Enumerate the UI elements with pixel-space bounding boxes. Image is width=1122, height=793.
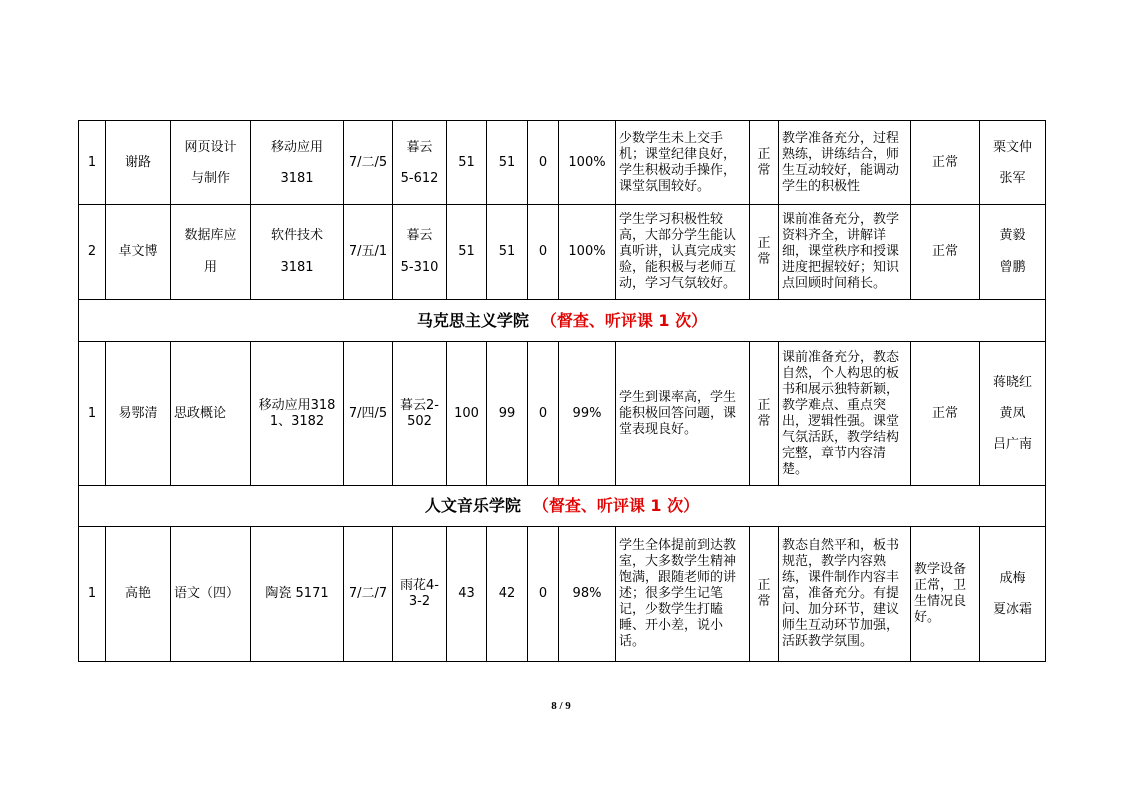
expected-count: 51 xyxy=(447,121,487,205)
table-row xyxy=(79,342,1046,486)
class-time: 7/二/5 xyxy=(344,121,393,205)
inspectors: 黄毅 曾鹏 xyxy=(980,205,1046,300)
facility-status: 正常 xyxy=(911,121,980,205)
attendance-rate: 100% xyxy=(559,205,616,300)
classroom: 暮云2-502 xyxy=(393,342,447,486)
inspection-table xyxy=(78,120,1046,662)
section-title xyxy=(79,486,1046,527)
class-time: 7/四/5 xyxy=(344,342,393,486)
teacher-name: 谢路 xyxy=(106,121,171,205)
expected-count: 100 xyxy=(447,342,487,486)
actual-count: 51 xyxy=(487,205,528,300)
actual-count: 51 xyxy=(487,121,528,205)
student-status: 学生到课率高，学生能积极回答问题，课堂表现良好。 xyxy=(616,342,750,486)
student-status: 少数学生未上交手机；课堂纪律良好，学生积极动手操作，课堂氛围较好。 xyxy=(616,121,750,205)
class-order: 正常 xyxy=(750,121,779,205)
department-name: 马克思主义学院 xyxy=(416,310,529,330)
course-name: 网页设计 与制作 xyxy=(171,121,251,205)
class-order: 正常 xyxy=(750,342,779,486)
class-name: 移动应用3181、3182 xyxy=(251,342,344,486)
absent-count: 0 xyxy=(528,527,559,662)
row-number: 2 xyxy=(79,205,106,300)
absent-count: 0 xyxy=(528,342,559,486)
inspectors: 成梅 夏冰霜 xyxy=(980,527,1046,662)
row-number: 1 xyxy=(79,527,106,662)
inspectors: 栗文仲 张军 xyxy=(980,121,1046,205)
teacher-name: 高艳 xyxy=(106,527,171,662)
section-header xyxy=(79,300,1046,342)
department-name: 人文音乐学院 xyxy=(424,496,521,515)
table-row xyxy=(79,121,1046,205)
student-status: 学生学习积极性较高，大部分学生能认真听讲，认真完成实验，能积极与老师互动，学习气氛较好。 xyxy=(616,205,750,300)
expected-count: 43 xyxy=(447,527,487,662)
teaching-status: 教学准备充分，过程熟练，讲练结合，师生互动较好，能调动学生的积极性 xyxy=(779,121,911,205)
expected-count: 51 xyxy=(447,205,487,300)
course-name: 语文（四） xyxy=(171,527,251,662)
teacher-name: 易鄂清 xyxy=(106,342,171,486)
attendance-rate: 99% xyxy=(559,342,616,486)
absent-count: 0 xyxy=(528,121,559,205)
attendance-rate: 98% xyxy=(559,527,616,662)
class-time: 7/五/1 xyxy=(344,205,393,300)
section-title xyxy=(79,300,1046,342)
class-name: 软件技术 3181 xyxy=(251,205,344,300)
class-order: 正常 xyxy=(750,527,779,662)
teacher-name: 卓文博 xyxy=(106,205,171,300)
section-note: （督查、听评课 1 次） xyxy=(540,310,708,330)
table-row xyxy=(79,205,1046,300)
actual-count: 42 xyxy=(487,527,528,662)
facility-status: 正常 xyxy=(911,205,980,300)
class-order: 正常 xyxy=(750,205,779,300)
row-number: 1 xyxy=(79,342,106,486)
inspectors: 蒋晓红 黄凤 吕广南 xyxy=(980,342,1046,486)
attendance-rate: 100% xyxy=(559,121,616,205)
classroom: 暮云 5-310 xyxy=(393,205,447,300)
classroom: 暮云 5-612 xyxy=(393,121,447,205)
table-row xyxy=(79,527,1046,662)
class-name: 移动应用 3181 xyxy=(251,121,344,205)
classroom: 雨花4-3-2 xyxy=(393,527,447,662)
section-header xyxy=(79,486,1046,527)
facility-status: 教学设备正常，卫生情况良好。 xyxy=(911,527,980,662)
teaching-status: 课前准备充分，教态自然，个人构思的板书和展示独特新颖，教学难点、重点突出，逻辑性强。课堂气氛活跃，教学结构完整，章节内容清楚。 xyxy=(779,342,911,486)
course-name: 思政概论 xyxy=(171,342,251,486)
course-name: 数据库应 用 xyxy=(171,205,251,300)
actual-count: 99 xyxy=(487,342,528,486)
facility-status: 正常 xyxy=(911,342,980,486)
class-time: 7/二/7 xyxy=(344,527,393,662)
teaching-status: 课前准备充分，教学资料齐全，讲解详细，课堂秩序和授课进度把握较好；知识点回顾时间稍长。 xyxy=(779,205,911,300)
class-name: 陶瓷 5171 xyxy=(251,527,344,662)
page-number: 8 / 9 xyxy=(551,700,571,712)
row-number: 1 xyxy=(79,121,106,205)
teaching-status: 教态自然平和，板书规范，教学内容熟练，课件制作内容丰富，准备充分。有提问、加分环节，建议师生互动环节加强，活跃教学氛围。 xyxy=(779,527,911,662)
absent-count: 0 xyxy=(528,205,559,300)
student-status: 学生全体提前到达教室，大多数学生精神饱满，跟随老师的讲述；很多学生记笔记，少数学生打瞌睡、开小差，说小话。 xyxy=(616,527,750,662)
section-note: （督查、听评课 1 次） xyxy=(532,496,700,515)
